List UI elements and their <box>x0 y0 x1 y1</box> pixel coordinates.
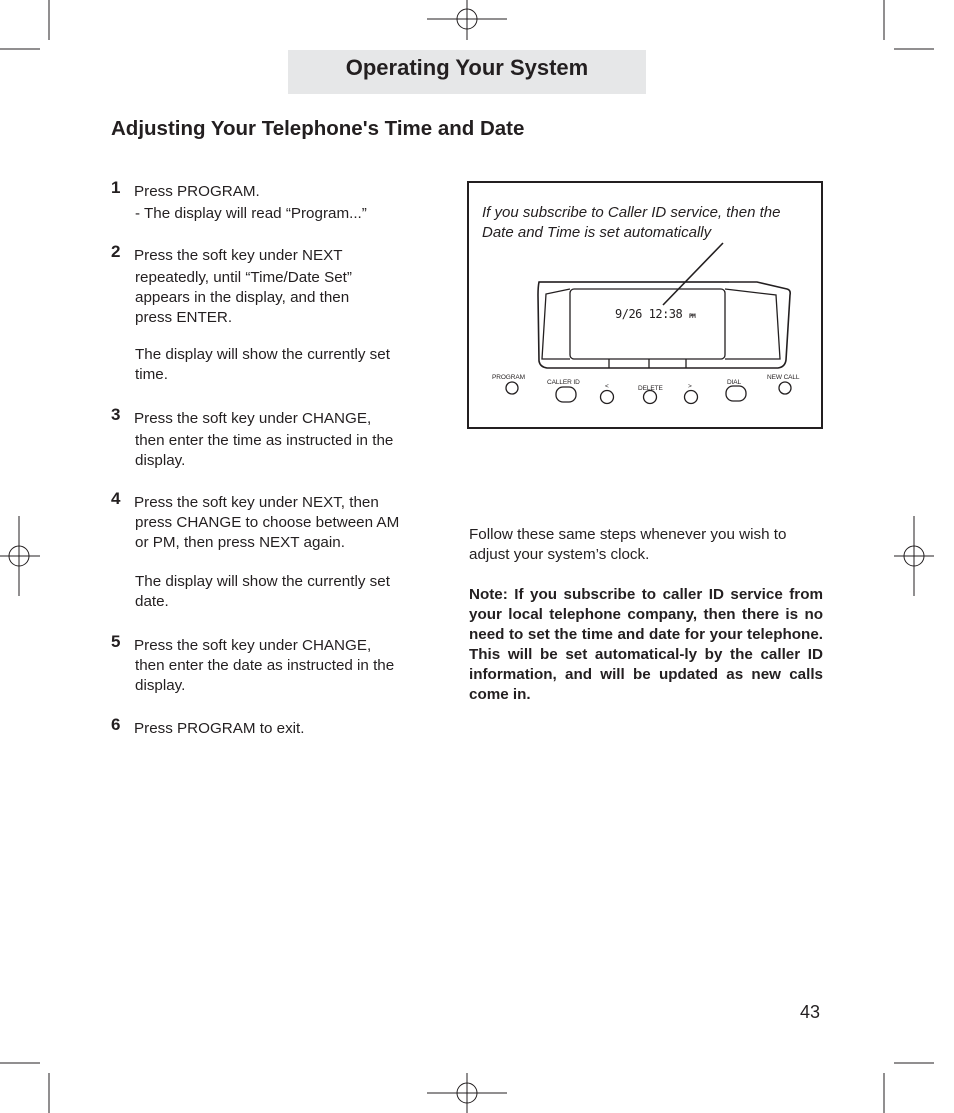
dial-button <box>726 386 746 401</box>
registration-mark-bottom <box>427 1073 507 1113</box>
caller-id-button <box>556 387 576 402</box>
step-text: Press PROGRAM to exit. <box>134 720 305 737</box>
lcd-readout <box>615 307 695 321</box>
step-number: 1 <box>111 178 121 197</box>
registration-mark-left <box>0 516 40 596</box>
step-note: The display will show the currently set time. <box>135 346 390 383</box>
lcd-ampm: PM <box>688 313 696 320</box>
section-header <box>288 50 646 94</box>
step-text-continued: repeatedly, until “Time/Date Set” appears in the display, and then press ENTER. <box>135 269 352 326</box>
step-number: 2 <box>111 242 121 261</box>
prev-button <box>601 391 614 404</box>
step-number: 6 <box>111 715 121 734</box>
prev-label: < <box>605 383 609 390</box>
new-call-label: NEW CALL <box>767 374 800 381</box>
lcd-time: 9/26 12:38 <box>615 307 683 321</box>
step-note: The display will show the currently set date. <box>135 573 390 610</box>
next-label: > <box>688 383 692 390</box>
registration-mark-right <box>894 516 934 596</box>
figure-caption: If you subscribe to Caller ID service, then the Date and Time is set automatically <box>482 204 781 241</box>
note-text: Note: If you subscribe to caller ID service from your local telephone company, then there is no need to set the time and date for your telephone. This will be set automatical-ly by the caller ID information, and will be updated as new calls come in. <box>469 586 823 703</box>
program-label: PROGRAM <box>492 374 525 381</box>
registration-mark-top <box>427 0 507 40</box>
new-call-button <box>779 382 791 394</box>
section-title: Operating Your System <box>345 55 589 80</box>
step-number: 4 <box>111 489 121 508</box>
next-button <box>685 391 698 404</box>
step-note: - The display will read “Program...” <box>135 205 367 222</box>
page-number: 43 <box>800 1002 821 1022</box>
page-title: Adjusting Your Telephone's Time and Date <box>111 117 525 140</box>
step-text: Press the soft key under CHANGE, <box>134 410 372 427</box>
phone-illustration <box>467 181 823 429</box>
step-text: Press the soft key under NEXT <box>134 247 343 264</box>
step-number: 5 <box>111 632 121 651</box>
step-text: Press the soft key under CHANGE, <box>134 637 372 654</box>
dial-label: DIAL <box>727 379 742 386</box>
delete-button <box>644 391 657 404</box>
follow-text: Follow these same steps whenever you wish to adjust your system’s clock. <box>469 526 787 563</box>
step-number: 3 <box>111 405 121 424</box>
step-text-continued: then enter the date as instructed in the display. <box>135 657 395 694</box>
step-text: Press PROGRAM. <box>134 183 260 200</box>
step-text-continued: press CHANGE to choose between AM or PM, then press NEXT again. <box>135 514 400 551</box>
step-text-continued: then enter the time as instructed in the display. <box>135 432 394 469</box>
delete-label: DELETE <box>638 385 663 392</box>
step-text: Press the soft key under NEXT, then <box>134 494 379 511</box>
program-button <box>506 382 518 394</box>
caller-id-label: CALLER ID <box>547 379 580 386</box>
